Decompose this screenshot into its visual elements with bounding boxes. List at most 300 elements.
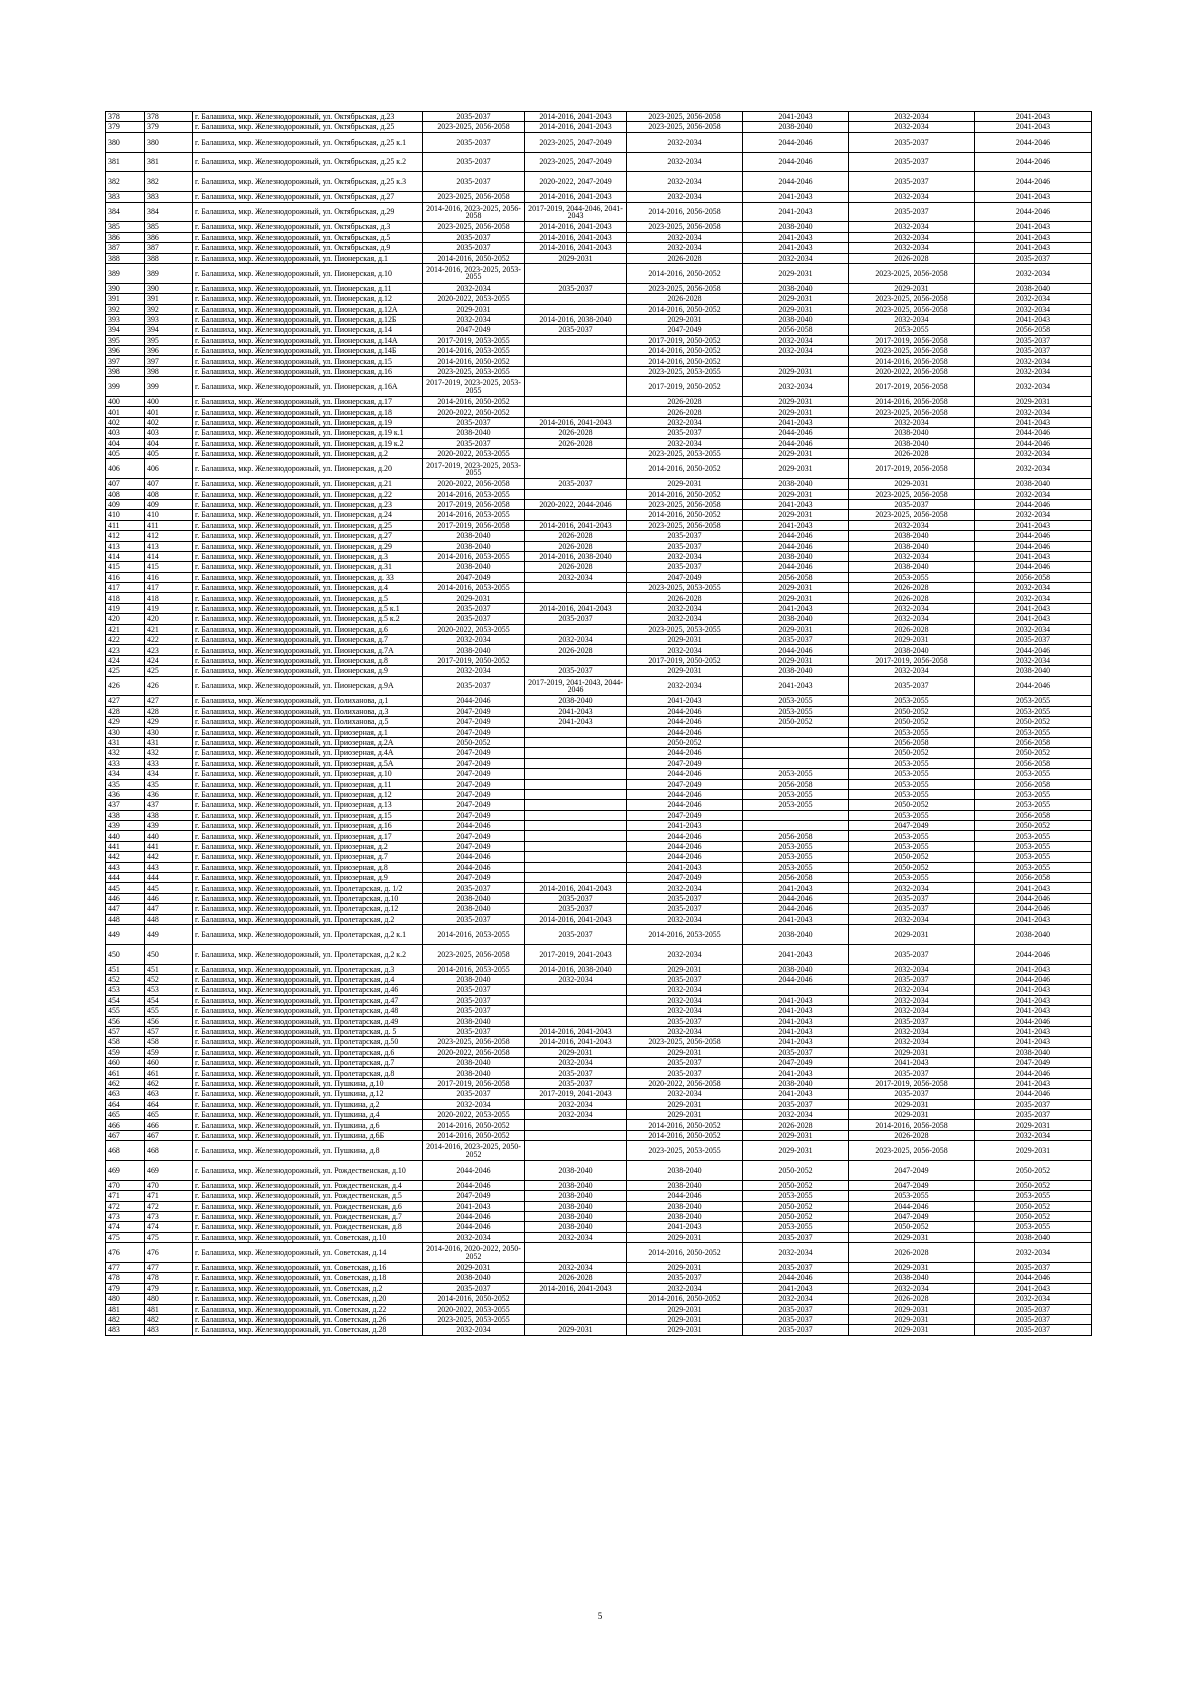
period-3-cell: 2032-2034 [627, 243, 743, 253]
address-cell [193, 974, 423, 984]
period-2-cell: 2035-2037 [525, 666, 627, 676]
period-2-cell [525, 366, 627, 376]
period-6-cell: 2032-2034 [975, 377, 1092, 397]
period-1-cell: 2044-2046 [423, 852, 525, 862]
period-1-cell: 2044-2046 [423, 821, 525, 831]
row-id-cell: 410 [145, 510, 193, 520]
row-number-cell: 430 [106, 727, 145, 737]
period-2-cell [525, 1006, 627, 1016]
address-street: Рождественская, д.7 [334, 1212, 402, 1222]
row-id-cell: 401 [145, 407, 193, 417]
row-number-cell: 436 [106, 789, 145, 799]
row-number-cell: 441 [106, 841, 145, 851]
address-street: Пролетарская, д.8 [334, 1068, 395, 1078]
row-id-cell: 477 [145, 1262, 193, 1272]
row-number-cell: 419 [106, 603, 145, 613]
row-number-cell: 378 [106, 112, 145, 122]
address-cell [193, 1283, 423, 1293]
period-6-cell: 2041-2043 [975, 1037, 1092, 1047]
row-id-cell: 384 [145, 202, 193, 222]
period-3-cell: 2035-2037 [627, 562, 743, 572]
period-5-cell: 2035-2037 [849, 1089, 975, 1099]
address-prefix: г. Балашиха, мкр. Железнодорожный, ул. [195, 852, 335, 862]
row-number-cell: 483 [106, 1325, 145, 1335]
row-id-cell: 471 [145, 1191, 193, 1201]
address-street: Рождественская, д.6 [334, 1201, 402, 1211]
table-row [106, 1016, 1092, 1026]
period-1-cell: 2014-2016, 2050-2052 [423, 397, 525, 407]
period-5-cell: 2020-2022, 2056-2058 [849, 366, 975, 376]
address-street: Пролетарская, д.47 [334, 995, 399, 1005]
period-5-cell: 2029-2031 [849, 1304, 975, 1314]
address-prefix: г. Балашиха, мкр. Железнодорожный, ул. [195, 177, 335, 187]
address-cell [193, 489, 423, 499]
address-cell [193, 1262, 423, 1272]
period-5-cell: 2026-2028 [849, 253, 975, 263]
period-1-cell: 2047-2049 [423, 748, 525, 758]
period-5-cell: 2050-2052 [849, 706, 975, 716]
period-2-cell [525, 335, 627, 345]
period-3-cell: 2029-2031 [627, 1232, 743, 1242]
row-number-cell: 477 [106, 1262, 145, 1272]
period-3-cell: 2014-2016, 2056-2058 [627, 202, 743, 222]
period-2-cell [525, 407, 627, 417]
period-6-cell: 2035-2037 [975, 346, 1092, 356]
address-prefix: г. Балашиха, мкр. Железнодорожный, ул. [195, 717, 335, 727]
address-street: Пионерская, д.11 [334, 283, 392, 293]
period-3-cell: 2029-2031 [627, 1099, 743, 1109]
period-3-cell: 2044-2046 [627, 1191, 743, 1201]
period-3-cell: 2044-2046 [627, 706, 743, 716]
period-1-cell: 2044-2046 [423, 696, 525, 706]
address-street: Пионерская, д.19 к.2 [334, 438, 404, 448]
period-4-cell: 2035-2037 [743, 1262, 849, 1272]
period-3-cell: 2038-2040 [627, 1180, 743, 1190]
address-cell [193, 572, 423, 582]
address-prefix: г. Балашиха, мкр. Железнодорожный, ул. [195, 268, 335, 278]
row-id-cell: 459 [145, 1047, 193, 1057]
row-number-cell: 405 [106, 448, 145, 458]
address-prefix: г. Балашиха, мкр. Железнодорожный, ул. [195, 800, 335, 810]
period-3-cell: 2032-2034 [627, 1089, 743, 1099]
period-3-cell: 2029-2031 [627, 1262, 743, 1272]
period-2-cell [525, 377, 627, 397]
period-6-cell: 2041-2043 [975, 964, 1092, 974]
table-row [106, 499, 1092, 509]
table-row [106, 397, 1092, 407]
period-2-cell [525, 862, 627, 872]
row-number-cell: 465 [106, 1110, 145, 1120]
period-1-cell: 2047-2049 [423, 789, 525, 799]
address-prefix: г. Балашиха, мкр. Железнодорожный, ул. [195, 603, 335, 613]
period-2-cell: 2035-2037 [525, 325, 627, 335]
row-id-cell: 430 [145, 727, 193, 737]
address-prefix: г. Балашиха, мкр. Железнодорожный, ул. [195, 1078, 335, 1088]
table-row [106, 758, 1092, 768]
row-id-cell: 465 [145, 1110, 193, 1120]
period-3-cell: 2023-2025, 2053-2055 [627, 448, 743, 458]
table-row [106, 1099, 1092, 1109]
period-5-cell: 2053-2055 [849, 873, 975, 883]
table-row [106, 924, 1092, 944]
address-cell [193, 696, 423, 706]
row-number-cell: 461 [106, 1068, 145, 1078]
address-prefix: г. Балашиха, мкр. Железнодорожный, ул. [195, 552, 335, 561]
period-6-cell: 2041-2043 [975, 243, 1092, 253]
period-5-cell: 2014-2016, 2056-2058 [849, 397, 975, 407]
period-4-cell: 2056-2058 [743, 572, 849, 582]
period-5-cell: 2023-2025, 2056-2058 [849, 346, 975, 356]
table-row [106, 283, 1092, 293]
period-3-cell: 2044-2046 [627, 748, 743, 758]
row-id-cell: 447 [145, 904, 193, 914]
period-3-cell: 2029-2031 [627, 635, 743, 645]
table-row [106, 172, 1092, 192]
address-cell [193, 944, 423, 964]
row-number-cell: 411 [106, 520, 145, 530]
row-id-cell: 380 [145, 132, 193, 152]
period-3-cell: 2041-2043 [627, 696, 743, 706]
address-prefix: г. Балашиха, мкр. Железнодорожный, ул. [195, 382, 335, 392]
period-6-cell: 2032-2034 [975, 366, 1092, 376]
address-street: Пионерская, д.16А [334, 382, 398, 392]
period-2-cell: 2014-2016, 2041-2043 [525, 1026, 627, 1036]
period-2-cell: 2014-2016, 2041-2043 [525, 1283, 627, 1293]
row-number-cell: 443 [106, 862, 145, 872]
period-6-cell: 2032-2034 [975, 294, 1092, 304]
period-6-cell: 2044-2046 [975, 562, 1092, 572]
period-6-cell: 2032-2034 [975, 448, 1092, 458]
period-6-cell: 2032-2034 [975, 263, 1092, 283]
address-cell [193, 243, 423, 253]
row-number-cell: 397 [106, 356, 145, 366]
row-number-cell: 379 [106, 122, 145, 132]
address-street: Пионерская, д.12 [334, 294, 392, 304]
address-street: Пролетарская, д.2 к.2 [334, 949, 407, 959]
address-cell [193, 893, 423, 903]
period-5-cell: 2017-2019, 2056-2058 [849, 1078, 975, 1088]
period-4-cell: 2041-2043 [743, 1037, 849, 1047]
period-6-cell: 2044-2046 [975, 1068, 1092, 1078]
period-6-cell: 2035-2037 [975, 1262, 1092, 1272]
period-3-cell: 2014-2016, 2050-2052 [627, 263, 743, 283]
period-3-cell: 2023-2025, 2056-2058 [627, 283, 743, 293]
row-number-cell: 418 [106, 593, 145, 603]
period-3-cell: 2026-2028 [627, 407, 743, 417]
period-2-cell: 2035-2037 [525, 1078, 627, 1088]
period-4-cell: 2041-2043 [743, 192, 849, 202]
period-3-cell: 2035-2037 [627, 1058, 743, 1068]
period-5-cell: 2029-2031 [849, 1314, 975, 1324]
row-id-cell: 416 [145, 572, 193, 582]
period-4-cell: 2044-2046 [743, 541, 849, 551]
table-row [106, 800, 1092, 810]
period-3-cell: 2032-2034 [627, 1006, 743, 1016]
row-number-cell: 393 [106, 314, 145, 324]
address-cell [193, 1325, 423, 1335]
period-4-cell: 2053-2055 [743, 696, 849, 706]
address-prefix: г. Балашиха, мкр. Железнодорожный, ул. [195, 192, 335, 202]
address-street: Пионерская, д.12А [334, 304, 398, 314]
schedule-table-body [106, 112, 1092, 1336]
period-6-cell: 2038-2040 [975, 924, 1092, 944]
table-row [106, 314, 1092, 324]
address-prefix: г. Балашиха, мкр. Железнодорожный, ул. [195, 157, 335, 167]
address-prefix: г. Балашиха, мкр. Железнодорожный, ул. [195, 985, 335, 995]
row-number-cell: 416 [106, 572, 145, 582]
row-number-cell: 479 [106, 1283, 145, 1293]
address-prefix: г. Балашиха, мкр. Железнодорожный, ул. [195, 1016, 335, 1026]
period-3-cell: 2047-2049 [627, 810, 743, 820]
address-cell [193, 583, 423, 593]
period-1-cell: 2014-2016, 2023-2025, 2056-2058 [423, 202, 525, 222]
period-3-cell: 2014-2016, 2050-2052 [627, 1294, 743, 1304]
row-id-cell: 398 [145, 366, 193, 376]
table-row [106, 593, 1092, 603]
period-2-cell: 2032-2034 [525, 974, 627, 984]
period-1-cell: 2035-2037 [423, 1006, 525, 1016]
period-5-cell: 2035-2037 [849, 202, 975, 222]
address-prefix: г. Балашиха, мкр. Железнодорожный, ул. [195, 1047, 335, 1057]
address-cell [193, 852, 423, 862]
row-number-cell: 454 [106, 995, 145, 1005]
period-4-cell: 2035-2037 [743, 1232, 849, 1242]
address-cell [193, 758, 423, 768]
period-2-cell: 2032-2034 [525, 1099, 627, 1109]
row-id-cell: 479 [145, 1283, 193, 1293]
address-street: Приозерная, д.13 [334, 800, 392, 810]
table-row [106, 304, 1092, 314]
period-6-cell: 2056-2058 [975, 325, 1092, 335]
table-row [106, 541, 1092, 551]
address-cell [193, 438, 423, 448]
period-5-cell: 2014-2016, 2056-2058 [849, 356, 975, 366]
address-cell [193, 1273, 423, 1283]
row-id-cell: 483 [145, 1325, 193, 1335]
table-row [106, 1294, 1092, 1304]
table-row [106, 243, 1092, 253]
period-5-cell: 2044-2046 [849, 1201, 975, 1211]
address-prefix: г. Балашиха, мкр. Железнодорожный, ул. [195, 1110, 335, 1120]
period-1-cell: 2038-2040 [423, 904, 525, 914]
period-5-cell: 2035-2037 [849, 1068, 975, 1078]
period-4-cell: 2053-2055 [743, 789, 849, 799]
address-cell [193, 655, 423, 665]
period-6-cell: 2053-2055 [975, 727, 1092, 737]
address-prefix: г. Балашиха, мкр. Железнодорожный, ул. [195, 748, 335, 758]
period-2-cell [525, 1243, 627, 1263]
row-id-cell: 422 [145, 635, 193, 645]
period-2-cell: 2023-2025, 2047-2049 [525, 132, 627, 152]
address-prefix: г. Балашиха, мкр. Железнодорожный, ул. [195, 841, 335, 851]
table-row [106, 666, 1092, 676]
address-street: Пионерская, д.10 [334, 268, 392, 278]
address-street: Пионерская, д.25 [334, 520, 392, 530]
address-cell [193, 1130, 423, 1140]
address-cell [193, 510, 423, 520]
address-cell [193, 1161, 423, 1181]
row-number-cell: 468 [106, 1141, 145, 1161]
period-6-cell: 2044-2046 [975, 1273, 1092, 1283]
address-cell [193, 614, 423, 624]
row-id-cell: 428 [145, 706, 193, 716]
period-4-cell: 2038-2040 [743, 222, 849, 232]
address-cell [193, 779, 423, 789]
row-id-cell: 387 [145, 243, 193, 253]
row-id-cell: 451 [145, 964, 193, 974]
period-3-cell: 2014-2016, 2050-2052 [627, 304, 743, 314]
row-id-cell: 478 [145, 1273, 193, 1283]
table-row [106, 1180, 1092, 1190]
address-prefix: г. Балашиха, мкр. Железнодорожный, ул. [195, 1263, 335, 1273]
table-row [106, 253, 1092, 263]
address-prefix: г. Балашиха, мкр. Железнодорожный, ул. [195, 779, 335, 789]
period-3-cell: 2023-2025, 2053-2055 [627, 1141, 743, 1161]
period-6-cell: 2038-2040 [975, 666, 1092, 676]
period-1-cell: 2023-2025, 2053-2055 [423, 366, 525, 376]
address-prefix: г. Балашиха, мкр. Железнодорожный, ул. [195, 1099, 335, 1109]
row-number-cell: 476 [106, 1243, 145, 1263]
period-3-cell: 2035-2037 [627, 428, 743, 438]
period-4-cell: 2029-2031 [743, 624, 849, 634]
period-5-cell: 2035-2037 [849, 172, 975, 192]
period-2-cell: 2035-2037 [525, 893, 627, 903]
period-5-cell: 2029-2031 [849, 924, 975, 944]
address-prefix: г. Балашиха, мкр. Железнодорожный, ул. [195, 1027, 335, 1037]
table-row [106, 624, 1092, 634]
address-prefix: г. Балашиха, мкр. Железнодорожный, ул. [195, 356, 335, 366]
period-5-cell: 2026-2028 [849, 583, 975, 593]
row-number-cell: 420 [106, 614, 145, 624]
period-4-cell: 2035-2037 [743, 1314, 849, 1324]
period-6-cell: 2041-2043 [975, 614, 1092, 624]
address-street: Пионерская, д.9А [334, 681, 394, 691]
address-cell [193, 1314, 423, 1324]
period-3-cell: 2041-2043 [627, 821, 743, 831]
period-4-cell: 2041-2043 [743, 676, 849, 696]
row-number-cell: 404 [106, 438, 145, 448]
period-4-cell: 2038-2040 [743, 551, 849, 561]
address-prefix: г. Балашиха, мкр. Железнодорожный, ул. [195, 1006, 335, 1016]
period-1-cell: 2023-2025, 2056-2058 [423, 122, 525, 132]
address-prefix: г. Балашиха, мкр. Железнодорожный, ул. [195, 562, 335, 572]
address-prefix: г. Балашиха, мкр. Железнодорожный, ул. [195, 1304, 335, 1314]
address-street: Пролетарская, д.48 [334, 1006, 399, 1016]
period-1-cell: 2020-2022, 2053-2055 [423, 624, 525, 634]
table-row [106, 1283, 1092, 1293]
row-number-cell: 394 [106, 325, 145, 335]
address-prefix: г. Балашиха, мкр. Железнодорожный, ул. [195, 655, 335, 665]
period-2-cell: 2038-2040 [525, 1222, 627, 1232]
row-number-cell: 472 [106, 1201, 145, 1211]
row-id-cell: 431 [145, 737, 193, 747]
address-street: Пионерская, д.9 [334, 666, 388, 676]
period-4-cell: 2032-2034 [743, 253, 849, 263]
table-row [106, 132, 1092, 152]
address-prefix: г. Балашиха, мкр. Железнодорожный, ул. [195, 1325, 335, 1335]
row-id-cell: 391 [145, 294, 193, 304]
address-cell [193, 603, 423, 613]
period-6-cell: 2041-2043 [975, 883, 1092, 893]
table-row [106, 614, 1092, 624]
period-1-cell: 2044-2046 [423, 1222, 525, 1232]
row-id-cell: 454 [145, 995, 193, 1005]
row-number-cell: 463 [106, 1089, 145, 1099]
period-4-cell: 2038-2040 [743, 964, 849, 974]
address-cell [193, 541, 423, 551]
row-number-cell: 390 [106, 283, 145, 293]
period-2-cell: 2014-2016, 2041-2043 [525, 122, 627, 132]
period-2-cell: 2026-2028 [525, 541, 627, 551]
row-id-cell: 443 [145, 862, 193, 872]
address-street: Приозерная, д.10 [334, 769, 392, 779]
address-prefix: г. Балашиха, мкр. Железнодорожный, ул. [195, 1273, 335, 1283]
period-6-cell: 2056-2058 [975, 810, 1092, 820]
period-2-cell: 2014-2016, 2041-2043 [525, 222, 627, 232]
row-id-cell: 440 [145, 831, 193, 841]
period-1-cell: 2038-2040 [423, 645, 525, 655]
period-4-cell: 2029-2031 [743, 366, 849, 376]
row-id-cell: 463 [145, 1089, 193, 1099]
row-id-cell: 385 [145, 222, 193, 232]
address-prefix: г. Балашиха, мкр. Железнодорожный, ул. [195, 1247, 335, 1257]
period-2-cell [525, 727, 627, 737]
address-cell [193, 407, 423, 417]
address-cell [193, 1180, 423, 1190]
address-cell [193, 666, 423, 676]
address-street: Пионерская, д.5 [334, 593, 388, 603]
address-street: Пушкина, д.10 [334, 1078, 384, 1088]
address-cell [193, 366, 423, 376]
row-number-cell: 382 [106, 172, 145, 192]
address-street: Пионерская, д.1 [334, 253, 388, 263]
period-1-cell: 2035-2037 [423, 603, 525, 613]
period-6-cell: 2056-2058 [975, 779, 1092, 789]
period-4-cell: 2038-2040 [743, 666, 849, 676]
address-street: Рождественская, д.5 [334, 1191, 402, 1201]
row-number-cell: 482 [106, 1314, 145, 1324]
address-street: Рождественская, д.4 [334, 1180, 402, 1190]
period-5-cell: 2026-2028 [849, 1243, 975, 1263]
row-number-cell: 452 [106, 974, 145, 984]
table-row [106, 428, 1092, 438]
period-5-cell: 2032-2034 [849, 222, 975, 232]
row-number-cell: 395 [106, 335, 145, 345]
period-1-cell: 2038-2040 [423, 1058, 525, 1068]
period-6-cell: 2050-2052 [975, 1180, 1092, 1190]
address-street: Советская, д.2 [334, 1283, 383, 1293]
table-row [106, 676, 1092, 696]
row-id-cell: 455 [145, 1006, 193, 1016]
address-cell [193, 1294, 423, 1304]
period-4-cell: 2053-2055 [743, 800, 849, 810]
table-row [106, 985, 1092, 995]
address-cell [193, 1191, 423, 1201]
table-row [106, 1068, 1092, 1078]
address-prefix: г. Балашиха, мкр. Железнодорожный, ул. [195, 325, 335, 335]
period-3-cell: 2047-2049 [627, 779, 743, 789]
period-5-cell: 2038-2040 [849, 562, 975, 572]
period-2-cell: 2017-2019, 2044-2046, 2041-2043 [525, 202, 627, 222]
period-2-cell [525, 1141, 627, 1161]
period-2-cell: 2032-2034 [525, 1232, 627, 1242]
period-3-cell: 2029-2031 [627, 479, 743, 489]
period-6-cell: 2041-2043 [975, 122, 1092, 132]
period-6-cell: 2041-2043 [975, 232, 1092, 242]
period-4-cell: 2038-2040 [743, 614, 849, 624]
period-4-cell: 2050-2052 [743, 1201, 849, 1211]
row-id-cell: 470 [145, 1180, 193, 1190]
